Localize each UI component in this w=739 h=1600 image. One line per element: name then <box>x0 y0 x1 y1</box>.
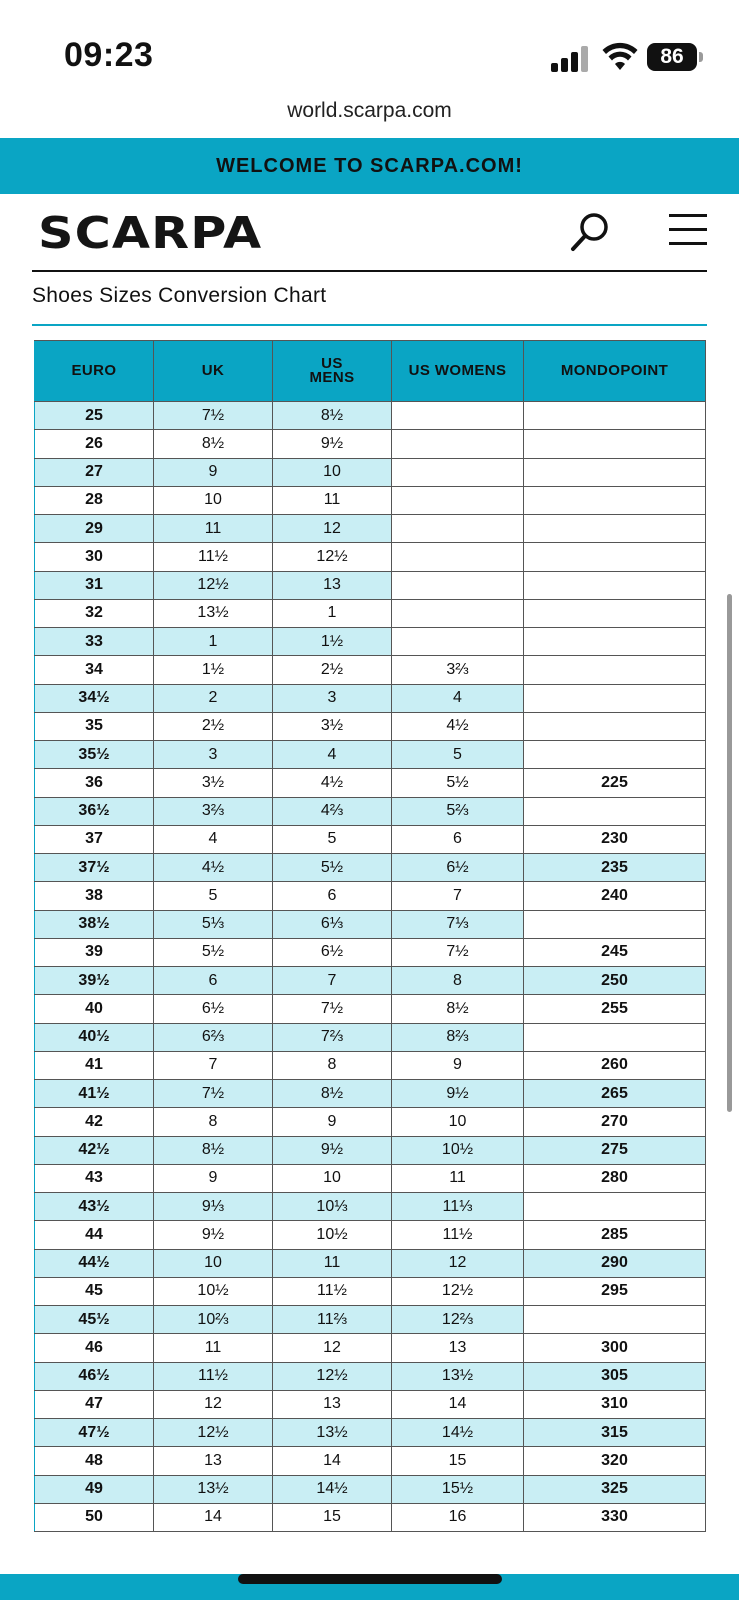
cell-euro: 35½ <box>35 741 154 769</box>
cell-mondopoint <box>524 543 706 571</box>
cell-us-womens: 16 <box>392 1503 524 1531</box>
cell-euro: 46 <box>35 1334 154 1362</box>
table-row <box>35 1108 706 1136</box>
cell-mondopoint <box>524 741 706 769</box>
cell-euro: 41½ <box>35 1080 154 1108</box>
cell-us-mens: 11 <box>273 1249 392 1277</box>
cell-uk: 2 <box>154 684 273 712</box>
cell-us-womens <box>392 515 524 543</box>
cell-uk: 3½ <box>154 769 273 797</box>
cell-mondopoint: 230 <box>524 825 706 853</box>
cell-us-womens: 3⅔ <box>392 656 524 684</box>
cell-uk: 9 <box>154 1164 273 1192</box>
cell-mondopoint: 300 <box>524 1334 706 1362</box>
table-row <box>35 1051 706 1079</box>
cell-euro: 49 <box>35 1475 154 1503</box>
cell-uk: 8½ <box>154 430 273 458</box>
cell-euro: 26 <box>35 430 154 458</box>
cell-mondopoint: 320 <box>524 1447 706 1475</box>
cell-us-womens: 14 <box>392 1390 524 1418</box>
cell-mondopoint: 305 <box>524 1362 706 1390</box>
cell-us-mens: 11⅔ <box>273 1306 392 1334</box>
cell-uk: 13½ <box>154 1475 273 1503</box>
cell-us-womens: 13½ <box>392 1362 524 1390</box>
cell-mondopoint: 225 <box>524 769 706 797</box>
cell-euro: 30 <box>35 543 154 571</box>
cell-us-womens: 7½ <box>392 938 524 966</box>
table-row <box>35 1306 706 1334</box>
cell-us-mens: 3½ <box>273 712 392 740</box>
cell-us-mens: 5½ <box>273 854 392 882</box>
cell-us-womens <box>392 599 524 627</box>
cell-us-womens: 10 <box>392 1108 524 1136</box>
cell-mondopoint: 310 <box>524 1390 706 1418</box>
table-row <box>35 1475 706 1503</box>
cell-mondopoint: 250 <box>524 967 706 995</box>
table-row <box>35 1221 706 1249</box>
cell-euro: 36½ <box>35 797 154 825</box>
cell-uk: 2½ <box>154 712 273 740</box>
cell-us-mens: 14½ <box>273 1475 392 1503</box>
cell-mondopoint <box>524 1023 706 1051</box>
scrollbar[interactable] <box>727 594 732 1112</box>
cell-mondopoint: 295 <box>524 1277 706 1305</box>
cell-mondopoint <box>524 1193 706 1221</box>
cell-uk: 6½ <box>154 995 273 1023</box>
cell-us-mens: 1 <box>273 599 392 627</box>
table-row <box>35 1419 706 1447</box>
cell-uk: 11 <box>154 1334 273 1362</box>
cell-mondopoint: 255 <box>524 995 706 1023</box>
cell-us-womens: 7 <box>392 882 524 910</box>
table-row <box>35 656 706 684</box>
cell-us-mens: 4½ <box>273 769 392 797</box>
table-row <box>35 712 706 740</box>
cell-euro: 39½ <box>35 967 154 995</box>
cell-us-mens: 12½ <box>273 1362 392 1390</box>
cell-mondopoint <box>524 571 706 599</box>
cell-euro: 33 <box>35 628 154 656</box>
cell-us-womens: 4 <box>392 684 524 712</box>
cell-mondopoint <box>524 1306 706 1334</box>
cell-us-womens: 10½ <box>392 1136 524 1164</box>
table-row <box>35 1080 706 1108</box>
table-row <box>35 854 706 882</box>
table-row <box>35 769 706 797</box>
cell-mondopoint: 280 <box>524 1164 706 1192</box>
cell-us-womens: 12½ <box>392 1277 524 1305</box>
cell-mondopoint: 240 <box>524 882 706 910</box>
welcome-banner: WELCOME TO SCARPA.COM! <box>0 138 739 194</box>
cell-us-mens: 13½ <box>273 1419 392 1447</box>
cell-euro: 40½ <box>35 1023 154 1051</box>
cell-us-mens: 4⅔ <box>273 797 392 825</box>
cell-mondopoint <box>524 515 706 543</box>
cell-us-womens: 14½ <box>392 1419 524 1447</box>
cell-euro: 43½ <box>35 1193 154 1221</box>
table-row <box>35 1390 706 1418</box>
title-divider <box>32 324 707 326</box>
cell-us-mens: 9 <box>273 1108 392 1136</box>
scarpa-logo[interactable]: SCARPA <box>38 208 263 259</box>
cell-euro: 37 <box>35 825 154 853</box>
cell-uk: 10⅔ <box>154 1306 273 1334</box>
cell-us-womens: 15½ <box>392 1475 524 1503</box>
wifi-icon <box>602 42 638 72</box>
cell-us-womens: 12⅔ <box>392 1306 524 1334</box>
cell-uk: 8½ <box>154 1136 273 1164</box>
cell-us-womens: 9 <box>392 1051 524 1079</box>
size-conversion-table <box>34 340 706 1532</box>
cell-us-mens: 13 <box>273 1390 392 1418</box>
table-row <box>35 797 706 825</box>
cell-us-mens: 11 <box>273 486 392 514</box>
menu-icon[interactable] <box>669 212 709 248</box>
cell-uk: 9 <box>154 458 273 486</box>
table-row <box>35 967 706 995</box>
cell-us-mens: 10 <box>273 1164 392 1192</box>
cell-mondopoint: 315 <box>524 1419 706 1447</box>
cell-us-womens <box>392 458 524 486</box>
table-row <box>35 910 706 938</box>
cell-us-womens: 11½ <box>392 1221 524 1249</box>
cell-euro: 38 <box>35 882 154 910</box>
cell-us-womens: 12 <box>392 1249 524 1277</box>
cell-us-womens: 11⅓ <box>392 1193 524 1221</box>
cell-uk: 12½ <box>154 1419 273 1447</box>
table-row <box>35 599 706 627</box>
cell-us-womens: 13 <box>392 1334 524 1362</box>
cell-uk: 14 <box>154 1503 273 1531</box>
table-row <box>35 1503 706 1531</box>
cell-uk: 11 <box>154 515 273 543</box>
cell-us-womens: 6½ <box>392 854 524 882</box>
cell-euro: 37½ <box>35 854 154 882</box>
cell-us-womens: 5 <box>392 741 524 769</box>
cell-uk: 13 <box>154 1447 273 1475</box>
table-row <box>35 684 706 712</box>
cell-mondopoint <box>524 458 706 486</box>
cell-us-womens: 11 <box>392 1164 524 1192</box>
cell-us-womens <box>392 543 524 571</box>
table-row <box>35 995 706 1023</box>
table-row <box>35 628 706 656</box>
cell-us-mens: 1½ <box>273 628 392 656</box>
cell-uk: 6 <box>154 967 273 995</box>
cell-euro: 27 <box>35 458 154 486</box>
table-row <box>35 515 706 543</box>
cell-uk: 13½ <box>154 599 273 627</box>
cell-euro: 45 <box>35 1277 154 1305</box>
cell-us-mens: 6⅓ <box>273 910 392 938</box>
table-row <box>35 571 706 599</box>
cell-uk: 3⅔ <box>154 797 273 825</box>
status-time: 09:23 <box>64 36 154 74</box>
cell-euro: 34 <box>35 656 154 684</box>
table-row <box>35 825 706 853</box>
status-bar <box>0 0 739 96</box>
cell-us-womens: 9½ <box>392 1080 524 1108</box>
cell-us-mens: 7½ <box>273 995 392 1023</box>
cell-us-mens: 8 <box>273 1051 392 1079</box>
cell-uk: 9⅓ <box>154 1193 273 1221</box>
cell-mondopoint <box>524 430 706 458</box>
cell-uk: 4 <box>154 825 273 853</box>
battery-tip <box>699 52 703 62</box>
cell-euro: 44 <box>35 1221 154 1249</box>
cell-us-womens <box>392 571 524 599</box>
cell-mondopoint: 325 <box>524 1475 706 1503</box>
cell-uk: 12 <box>154 1390 273 1418</box>
cell-mondopoint: 330 <box>524 1503 706 1531</box>
cell-euro: 41 <box>35 1051 154 1079</box>
cell-us-womens <box>392 486 524 514</box>
cell-euro: 43 <box>35 1164 154 1192</box>
cell-uk: 7½ <box>154 402 273 430</box>
cell-us-mens: 12 <box>273 1334 392 1362</box>
column-header-mondopoint: MONDOPOINT <box>524 341 706 402</box>
cell-uk: 7½ <box>154 1080 273 1108</box>
cell-us-mens: 4 <box>273 741 392 769</box>
cell-us-mens: 2½ <box>273 656 392 684</box>
cell-uk: 5 <box>154 882 273 910</box>
cell-us-mens: 8½ <box>273 402 392 430</box>
cell-us-mens: 7⅔ <box>273 1023 392 1051</box>
cell-euro: 47½ <box>35 1419 154 1447</box>
table-row <box>35 430 706 458</box>
site-header <box>0 194 739 274</box>
table-row <box>35 1447 706 1475</box>
cell-uk: 5⅓ <box>154 910 273 938</box>
table-row <box>35 486 706 514</box>
cell-uk: 10½ <box>154 1277 273 1305</box>
cell-euro: 47 <box>35 1390 154 1418</box>
cell-mondopoint <box>524 402 706 430</box>
cell-uk: 8 <box>154 1108 273 1136</box>
cell-us-womens: 8⅔ <box>392 1023 524 1051</box>
cell-uk: 11½ <box>154 543 273 571</box>
cell-mondopoint <box>524 712 706 740</box>
cell-euro: 25 <box>35 402 154 430</box>
cell-us-womens: 15 <box>392 1447 524 1475</box>
table-row <box>35 543 706 571</box>
cell-euro: 36 <box>35 769 154 797</box>
cell-uk: 7 <box>154 1051 273 1079</box>
cell-euro: 38½ <box>35 910 154 938</box>
cell-mondopoint: 245 <box>524 938 706 966</box>
cell-euro: 35 <box>35 712 154 740</box>
cell-uk: 10 <box>154 1249 273 1277</box>
cell-mondopoint <box>524 684 706 712</box>
table-row <box>35 882 706 910</box>
cell-us-womens <box>392 430 524 458</box>
cell-mondopoint: 235 <box>524 854 706 882</box>
cell-uk: 6⅔ <box>154 1023 273 1051</box>
cell-us-womens: 5½ <box>392 769 524 797</box>
cell-euro: 40 <box>35 995 154 1023</box>
cell-euro: 50 <box>35 1503 154 1531</box>
cell-euro: 34½ <box>35 684 154 712</box>
cell-euro: 48 <box>35 1447 154 1475</box>
page-title: Shoes Sizes Conversion Chart <box>32 284 327 307</box>
table-row <box>35 1136 706 1164</box>
column-header-us-womens: US WOMENS <box>392 341 524 402</box>
cell-uk: 5½ <box>154 938 273 966</box>
cell-us-womens <box>392 628 524 656</box>
cell-us-mens: 15 <box>273 1503 392 1531</box>
cell-us-mens: 14 <box>273 1447 392 1475</box>
cell-us-mens: 3 <box>273 684 392 712</box>
cell-uk: 11½ <box>154 1362 273 1390</box>
cell-mondopoint: 270 <box>524 1108 706 1136</box>
cell-us-mens: 7 <box>273 967 392 995</box>
table-row <box>35 1193 706 1221</box>
table-row <box>35 1164 706 1192</box>
url-bar[interactable]: world.scarpa.com <box>287 99 452 122</box>
table-row <box>35 1249 706 1277</box>
cell-euro: 29 <box>35 515 154 543</box>
home-indicator[interactable] <box>238 1574 502 1584</box>
cell-mondopoint <box>524 486 706 514</box>
cell-euro: 31 <box>35 571 154 599</box>
cell-us-womens: 8½ <box>392 995 524 1023</box>
cell-us-womens: 7⅓ <box>392 910 524 938</box>
cell-us-mens: 5 <box>273 825 392 853</box>
cell-uk: 3 <box>154 741 273 769</box>
cell-us-mens: 10 <box>273 458 392 486</box>
cell-us-womens: 6 <box>392 825 524 853</box>
cell-uk: 1½ <box>154 656 273 684</box>
column-header-euro: EURO <box>35 341 154 402</box>
cell-mondopoint: 285 <box>524 1221 706 1249</box>
cell-mondopoint: 275 <box>524 1136 706 1164</box>
cell-euro: 28 <box>35 486 154 514</box>
cell-euro: 32 <box>35 599 154 627</box>
table-row <box>35 1362 706 1390</box>
cell-mondopoint <box>524 599 706 627</box>
cell-us-mens: 10½ <box>273 1221 392 1249</box>
cell-us-mens: 9½ <box>273 1136 392 1164</box>
column-header-uk: UK <box>154 341 273 402</box>
battery-icon: 86 <box>647 43 697 71</box>
cell-euro: 46½ <box>35 1362 154 1390</box>
column-header-us-mens: US MENS <box>273 341 392 402</box>
cell-mondopoint <box>524 628 706 656</box>
cell-mondopoint: 290 <box>524 1249 706 1277</box>
cell-us-womens <box>392 402 524 430</box>
cell-uk: 12½ <box>154 571 273 599</box>
cell-mondopoint <box>524 656 706 684</box>
signal-icon <box>551 46 589 72</box>
search-icon[interactable] <box>568 210 612 254</box>
cell-us-mens: 10⅓ <box>273 1193 392 1221</box>
table-row <box>35 1023 706 1051</box>
cell-us-mens: 8½ <box>273 1080 392 1108</box>
cell-us-mens: 6½ <box>273 938 392 966</box>
cell-uk: 10 <box>154 486 273 514</box>
header-divider <box>32 270 707 272</box>
table-row <box>35 938 706 966</box>
cell-euro: 45½ <box>35 1306 154 1334</box>
table-row <box>35 1334 706 1362</box>
cell-euro: 44½ <box>35 1249 154 1277</box>
cell-euro: 42 <box>35 1108 154 1136</box>
cell-us-womens: 5⅔ <box>392 797 524 825</box>
cell-uk: 9½ <box>154 1221 273 1249</box>
cell-us-mens: 12½ <box>273 543 392 571</box>
cell-us-womens: 4½ <box>392 712 524 740</box>
cell-mondopoint: 260 <box>524 1051 706 1079</box>
cell-mondopoint: 265 <box>524 1080 706 1108</box>
table-row <box>35 1277 706 1305</box>
cell-us-womens: 8 <box>392 967 524 995</box>
table-row <box>35 402 706 430</box>
cell-uk: 4½ <box>154 854 273 882</box>
cell-us-mens: 11½ <box>273 1277 392 1305</box>
table-row <box>35 458 706 486</box>
cell-mondopoint <box>524 797 706 825</box>
cell-us-mens: 9½ <box>273 430 392 458</box>
cell-us-mens: 13 <box>273 571 392 599</box>
cell-mondopoint <box>524 910 706 938</box>
table-row <box>35 741 706 769</box>
cell-us-mens: 6 <box>273 882 392 910</box>
cell-euro: 42½ <box>35 1136 154 1164</box>
cell-uk: 1 <box>154 628 273 656</box>
table-header-row <box>35 341 706 402</box>
cell-us-mens: 12 <box>273 515 392 543</box>
cell-euro: 39 <box>35 938 154 966</box>
